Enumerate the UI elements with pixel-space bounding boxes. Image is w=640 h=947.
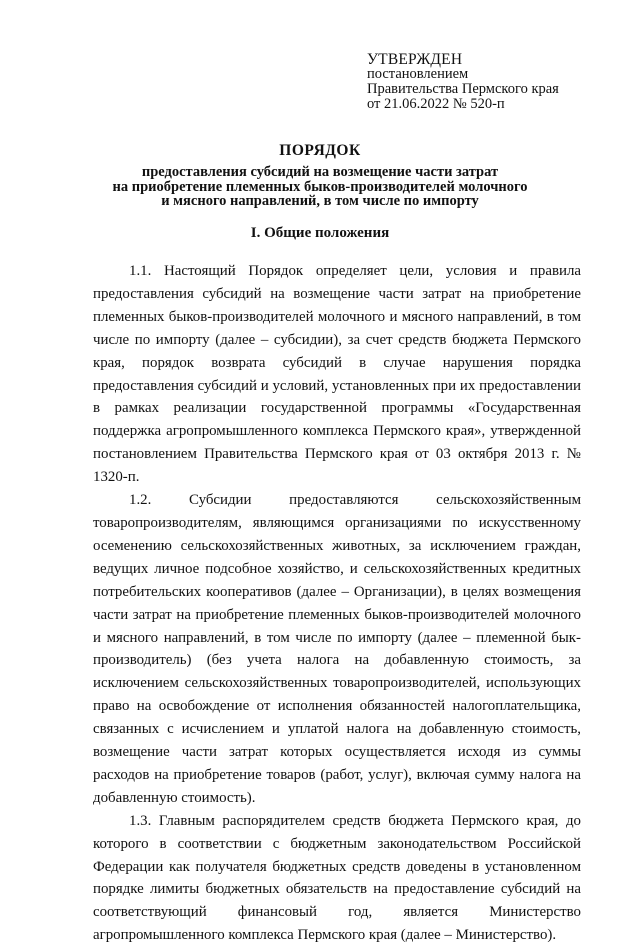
subtitle-line: предоставления субсидий на возмещение части затрат bbox=[141, 164, 499, 180]
approval-line: Правительства Пермского края bbox=[367, 81, 559, 97]
subtitle-line: и мясного направлений, в том числе по импорту bbox=[161, 193, 479, 209]
document-body bbox=[93, 260, 581, 947]
approval-stamp bbox=[367, 52, 559, 112]
approval-line: постановлением bbox=[367, 66, 469, 82]
document-title: ПОРЯДОК bbox=[279, 142, 361, 159]
document-subtitle bbox=[95, 165, 545, 209]
subtitle-line: на приобретение племенных быков-производителей молочного bbox=[112, 178, 528, 195]
paragraph-1-2: 1.2. Субсидии предоставляются сельскохозяйственным товаропроизводителям, являющимся организациями по искусственному осеменению сельскохозяйственных животных, за исключением граждан, ведущих личное подсобное хозяйство, и сельскохозяйственных кредитных потребительских кооперативов (далее – Организации), в целях возмещения части затрат на приобретение племенных быков-производителей молочного и мясного направлений, в том числе по импорту (далее – племенной бык-производитель) (без учета налога на добавленную стоимость, за исключением сельскохозяйственных товаропроизводителей, использующих право на освобождение от исполнения обязанностей налогоплательщика, связанных с исчислением и уплатой налога на добавленную стоимость, возмещение части затрат которых осуществляется исходя из суммы расходов на приобретение товаров (работ, услуг), включая сумму налога на добавленную стоимость). bbox=[93, 492, 581, 806]
paragraph-1-3: 1.3. Главным распорядителем средств бюджета Пермского края, до которого в соответствии с бюджетным законодательством Российской Федерации как получателя бюджетных средств доведены в установленном порядке лимиты бюджетных обязательств на предоставление субсидий на соответствующий финансовый год, является Министерство агропромышленного комплекса Пермского края (далее – Министерство). bbox=[93, 812, 581, 944]
approval-heading: УТВЕРЖДЕН bbox=[367, 51, 463, 68]
paragraph-1-1: 1.1. Настоящий Порядок определяет цели, условия и правила предоставления субсидий на возмещение части затрат на приобретение племенных быков-производителей молочного и мясного направлений, в том числе по импорту (далее – субсидии), за счет средств бюджета Пермского края, порядок возврата субсидий в случае нарушения порядка предоставления субсидий и условий, установленных при их предоставлении в рамках реализации государственной программы «Государственная поддержка агропромышленного комплекса Пермского края», утвержденной постановлением Правительства Пермского края от 03 октября 2013 г. № 1320-п. bbox=[93, 263, 581, 486]
section-heading: I. Общие положения bbox=[250, 225, 390, 241]
approval-date-number: от 21.06.2022 № 520-п bbox=[367, 96, 505, 112]
